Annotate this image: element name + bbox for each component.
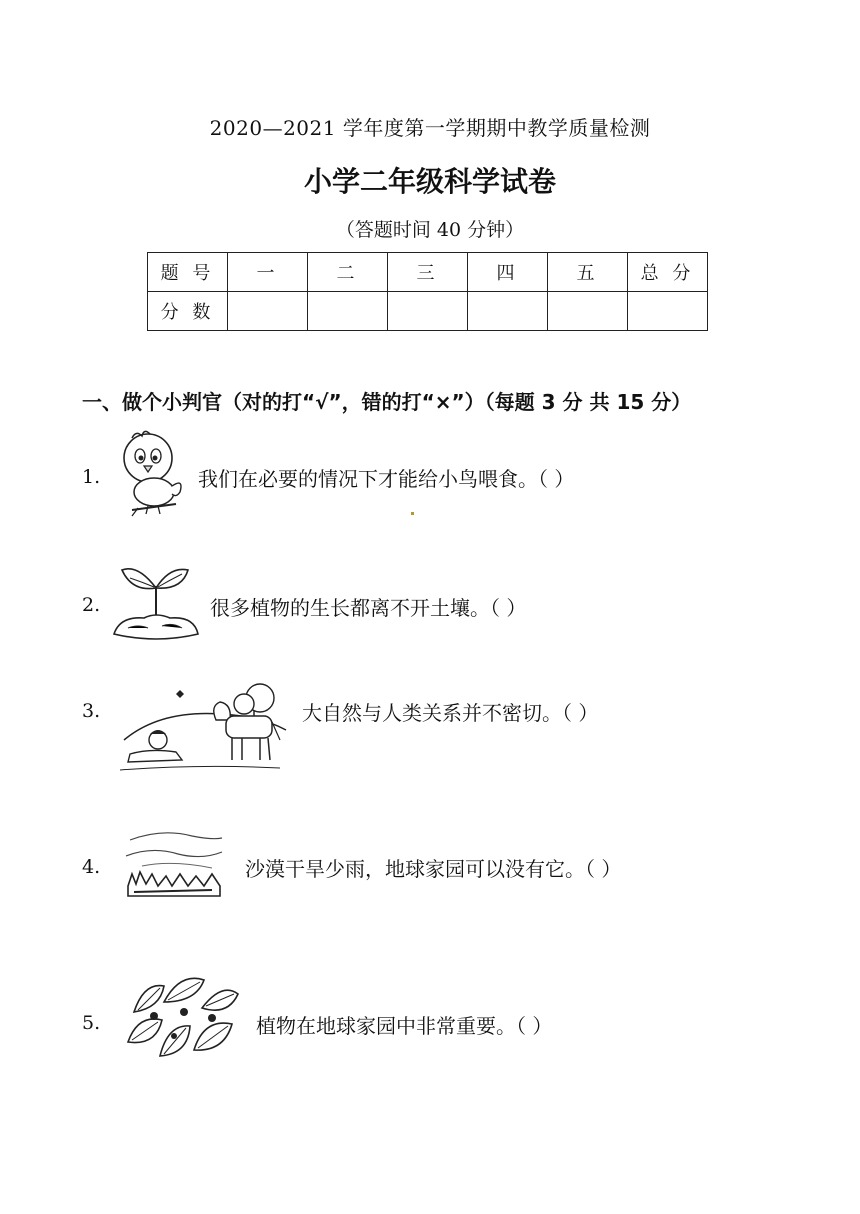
score-cell: 总 分	[628, 253, 708, 292]
exam-subtitle: 2020—2021 学年度第一学期期中教学质量检测	[209, 116, 651, 140]
boy-cow-icon	[120, 680, 290, 780]
question-number: 4.	[82, 856, 101, 878]
score-cell: 二	[308, 253, 388, 292]
question-number: 3.	[82, 700, 101, 722]
score-input-cell[interactable]	[308, 292, 388, 331]
sprout-icon	[108, 560, 204, 644]
desert-icon	[122, 826, 226, 904]
question-text: 很多植物的生长都离不开土壤。（ ）	[210, 596, 527, 620]
score-table-score-row	[148, 292, 708, 331]
leaves-icon	[124, 972, 242, 1062]
stray-dot	[411, 512, 414, 515]
score-input-cell[interactable]	[468, 292, 548, 331]
question-text: 大自然与人类关系并不密切。（ ）	[302, 701, 599, 725]
score-cell: 四	[468, 253, 548, 292]
page-title: 小学二年级科学试卷	[303, 165, 556, 198]
question-text: 我们在必要的情况下才能给小鸟喂食。（ ）	[198, 467, 575, 491]
score-input-cell[interactable]	[548, 292, 628, 331]
time-note: （答题时间 40 分钟）	[335, 219, 525, 241]
score-input-cell[interactable]	[388, 292, 468, 331]
bird-icon	[118, 428, 190, 522]
score-table-header-row	[148, 253, 708, 292]
question-number: 2.	[82, 594, 101, 616]
score-table	[147, 252, 708, 331]
question-number: 1.	[82, 466, 101, 488]
score-cell: 一	[228, 253, 308, 292]
question-number: 5.	[82, 1012, 101, 1034]
score-input-cell[interactable]	[228, 292, 308, 331]
score-input-cell[interactable]	[628, 292, 708, 331]
question-text: 植物在地球家园中非常重要。（ ）	[256, 1014, 553, 1038]
score-cell: 五	[548, 253, 628, 292]
score-cell: 分 数	[148, 292, 228, 331]
score-cell: 题 号	[148, 253, 228, 292]
question-text: 沙漠干旱少雨，地球家园可以没有它。（ ）	[245, 857, 622, 881]
score-cell: 三	[388, 253, 468, 292]
section-title: 一、做个小判官（对的打“√”，错的打“×”）（每题 3 分 共 15 分）	[82, 390, 692, 414]
